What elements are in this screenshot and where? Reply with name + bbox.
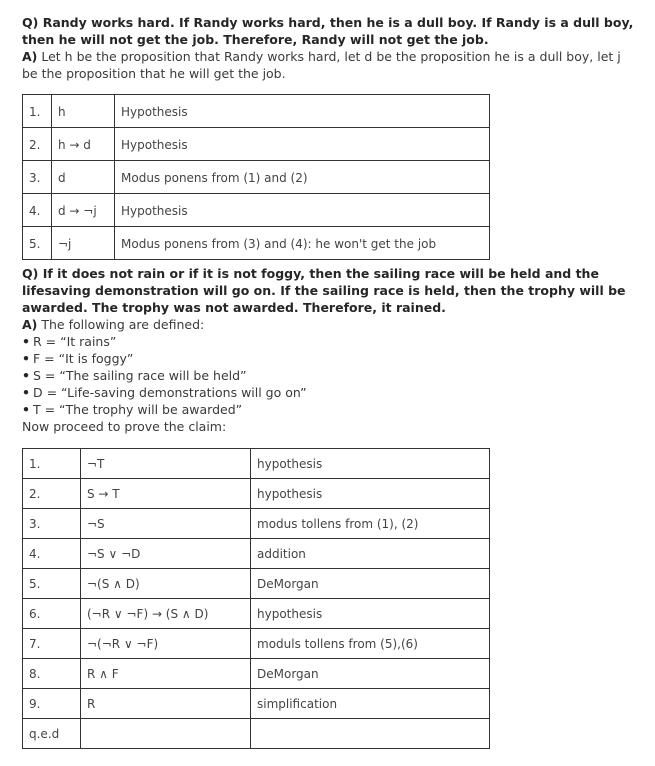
step-expression: ¬S	[81, 509, 251, 539]
table-row	[23, 689, 490, 719]
step-expression: h	[52, 95, 115, 128]
step-reason: hypothesis	[251, 449, 490, 479]
step-number: 2.	[23, 128, 52, 161]
step-number: 5.	[23, 227, 52, 260]
definition-r: • R = “It rains”	[22, 333, 635, 350]
step-expression: h → d	[52, 128, 115, 161]
step-reason: Hypothesis	[115, 95, 490, 128]
table-row	[23, 599, 490, 629]
step-expression: d	[52, 161, 115, 194]
step-expression: S → T	[81, 479, 251, 509]
step-reason: hypothesis	[251, 479, 490, 509]
step-reason: simplification	[251, 689, 490, 719]
step-expression: ¬(¬R ∨ ¬F)	[81, 629, 251, 659]
question-2: Q) If it does not rain or if it is not foggy, then the sailing race will be held and the lifesaving demonstration will go on. If the sailing race is held, then the trophy will be awarded. The trophy was not awarded. Therefore, it rained.	[22, 266, 626, 315]
step-number: 4.	[23, 194, 52, 227]
table-row	[23, 128, 490, 161]
proof-table-1	[22, 94, 490, 260]
step-reason: Modus ponens from (1) and (2)	[115, 161, 490, 194]
question-1: Q) Randy works hard. If Randy works hard, then he is a dull boy. If Randy is a dull boy, then he will not get the job. Therefore, Randy will not get the job.	[22, 15, 634, 47]
step-expression: ¬T	[81, 449, 251, 479]
step-expression: ¬j	[52, 227, 115, 260]
definition-t: • T = “The trophy will be awarded”	[22, 401, 635, 418]
table-row	[23, 449, 490, 479]
step-number: 2.	[23, 479, 81, 509]
step-number: 5.	[23, 569, 81, 599]
table-row	[23, 629, 490, 659]
step-reason: addition	[251, 539, 490, 569]
step-number: 6.	[23, 599, 81, 629]
step-reason: Hypothesis	[115, 128, 490, 161]
answer-2	[22, 316, 635, 435]
proof-table-2	[22, 448, 490, 749]
definition-d: • D = “Life-saving demonstrations will go on”	[22, 384, 635, 401]
answer-1-prefix: A)	[22, 49, 38, 64]
step-number: 8.	[23, 659, 81, 689]
step-reason: DeMorgan	[251, 659, 490, 689]
step-reason	[251, 719, 490, 749]
table-row	[23, 95, 490, 128]
table-row	[23, 539, 490, 569]
table-row	[23, 659, 490, 689]
definition-f: • F = “It is foggy”	[22, 350, 635, 367]
step-number: 4.	[23, 539, 81, 569]
step-expression: (¬R ∨ ¬F) → (S ∧ D)	[81, 599, 251, 629]
step-number: q.e.d	[23, 719, 81, 749]
step-number: 1.	[23, 95, 52, 128]
proceed-text: Now proceed to prove the claim:	[22, 419, 227, 434]
step-expression: ¬(S ∧ D)	[81, 569, 251, 599]
step-reason: Modus ponens from (3) and (4): he won't get the job	[115, 227, 490, 260]
step-number: 3.	[23, 509, 81, 539]
step-expression	[81, 719, 251, 749]
answer-1-text: Let h be the proposition that Randy works hard, let d be the proposition he is a dull boy, let j be the proposition that he will get the job.	[22, 49, 621, 81]
table-row	[23, 161, 490, 194]
answer-2-text: The following are defined:	[41, 317, 205, 332]
step-number: 3.	[23, 161, 52, 194]
definition-s: • S = “The sailing race will be held”	[22, 367, 635, 384]
table-row	[23, 569, 490, 599]
step-expression: R ∧ F	[81, 659, 251, 689]
step-reason: moduls tollens from (5),(6)	[251, 629, 490, 659]
answer-1	[22, 48, 635, 82]
answer-2-intro	[22, 316, 635, 333]
step-reason: Hypothesis	[115, 194, 490, 227]
step-reason: modus tollens from (1), (2)	[251, 509, 490, 539]
table-row	[23, 479, 490, 509]
table-row	[23, 719, 490, 749]
step-number: 7.	[23, 629, 81, 659]
step-reason: DeMorgan	[251, 569, 490, 599]
definition-list	[22, 333, 635, 418]
table-row	[23, 509, 490, 539]
step-expression: R	[81, 689, 251, 719]
step-reason: hypothesis	[251, 599, 490, 629]
step-expression: ¬S ∨ ¬D	[81, 539, 251, 569]
step-number: 9.	[23, 689, 81, 719]
step-expression: d → ¬j	[52, 194, 115, 227]
step-number: 1.	[23, 449, 81, 479]
table-row	[23, 227, 490, 260]
table-row	[23, 194, 490, 227]
answer-2-prefix: A)	[22, 317, 38, 332]
